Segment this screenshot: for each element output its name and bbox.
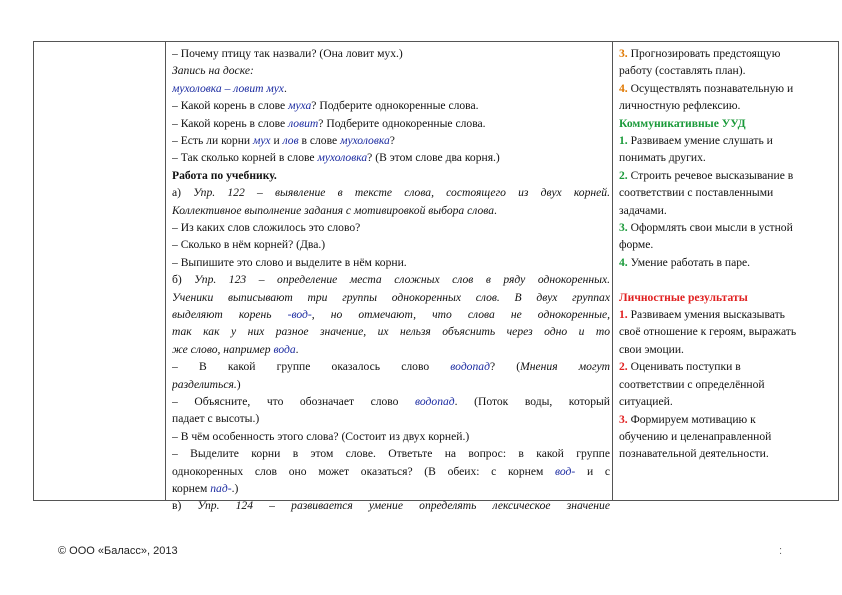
text-run: мух (253, 134, 271, 148)
text-run: , но отмечают, что слова не однокоренные, (311, 308, 610, 322)
learning-outcomes-column (619, 45, 833, 463)
text-run: ) (236, 377, 241, 391)
column-divider (612, 42, 613, 500)
text-line (619, 393, 833, 410)
text-run: своё отношение к героям, выражать (619, 325, 797, 339)
text-line (172, 45, 610, 62)
text-run: Запись на доске: (172, 64, 254, 78)
text-line (172, 341, 610, 358)
text-line (172, 97, 610, 114)
text-line (619, 80, 833, 97)
text-line (172, 428, 610, 445)
text-run: 2. (619, 168, 628, 182)
text-run: 1. (619, 134, 628, 148)
text-run: водопад (415, 395, 455, 409)
text-run: свои эмоции. (619, 342, 684, 356)
copyright-footer: © ООО «Баласс», 2013 (58, 545, 178, 557)
text-run: . (283, 81, 287, 95)
text-line (172, 480, 610, 497)
text-run: Умение работать в паре. (627, 255, 751, 269)
text-run: ? (389, 134, 395, 148)
text-run: Упр. 122 – выявление в тексте слова, состоящего из двух корней. (193, 186, 610, 200)
text-run: личностную рефлексию. (619, 99, 741, 113)
text-run: Строить речевое высказывание в (627, 168, 794, 182)
text-run: лов (282, 134, 299, 148)
page-mark: : (779, 545, 783, 557)
text-line (172, 445, 610, 462)
text-run: – Есть ли корни (172, 134, 254, 148)
text-line (619, 167, 833, 184)
text-run: Оценивать поступки в (627, 360, 741, 374)
text-run: – В чём особенность этого слова? (Состоит из двух корней.) (172, 429, 470, 443)
text-line (172, 62, 610, 79)
text-line (172, 376, 610, 393)
text-line (619, 289, 833, 306)
text-run: . (Поток воды, который (454, 395, 610, 409)
text-line (172, 132, 610, 149)
text-line (619, 428, 833, 445)
text-run: 1. (619, 308, 628, 322)
text-run: Развиваем умение слушать и (627, 134, 773, 148)
text-line (172, 463, 610, 480)
text-run: 3. (619, 221, 628, 235)
text-line (172, 358, 610, 375)
text-run: . (295, 342, 299, 356)
text-run: и (270, 134, 283, 148)
text-run: в) (172, 499, 198, 513)
text-line (172, 393, 610, 410)
text-run: разделиться. (172, 377, 237, 391)
text-run: мухоловка (340, 134, 390, 148)
text-run: – В какой группе оказалось слово (172, 360, 451, 374)
text-run: Ученики выписывают три группы однокоренных слов. В двух группах (172, 290, 610, 304)
text-run: ловит (288, 116, 319, 130)
text-run: а) (172, 186, 194, 200)
text-line (172, 115, 610, 132)
text-run: – Какой корень в слове (172, 99, 289, 113)
text-run: ? ( (489, 360, 521, 374)
text-run: в слове (298, 134, 341, 148)
text-run: выделяют корень (172, 308, 288, 322)
text-run: ? Подберите однокоренные слова. (318, 116, 486, 130)
text-line (172, 323, 610, 340)
text-run: форме. (619, 238, 654, 252)
text-line (172, 410, 610, 427)
text-line (172, 289, 610, 306)
text-run: Личностные результаты (619, 290, 748, 304)
text-line (619, 341, 833, 358)
text-line (619, 323, 833, 340)
text-run: пад- (210, 482, 232, 496)
text-run: так как у них разное значение, их нельзя объяснить через одно и то (172, 325, 610, 339)
column-divider (165, 42, 166, 500)
text-line (619, 254, 833, 271)
text-run: 3. (619, 412, 628, 426)
text-line (619, 219, 833, 236)
text-line (172, 236, 610, 253)
text-run: Развиваем умения высказывать (627, 308, 785, 322)
text-run: ? Подберите однокоренные слова. (311, 99, 479, 113)
text-line (172, 80, 610, 97)
text-run: ? (В этом слове два корня.) (367, 151, 500, 165)
text-run: ситуацией. (619, 395, 673, 409)
text-line (172, 254, 610, 271)
text-run: однокоренных слов оно может оказаться? (В обеих: с корнем (172, 464, 556, 478)
text-line (172, 497, 610, 514)
text-run: .) (231, 482, 239, 496)
text-line (619, 358, 833, 375)
text-line (172, 184, 610, 201)
text-run: познавательной деятельности. (619, 447, 769, 461)
text-line (619, 45, 833, 62)
text-line (172, 306, 610, 323)
text-line (172, 167, 610, 184)
text-run: задачами. (619, 203, 667, 217)
text-run: Оформлять свои мысли в устной (627, 221, 793, 235)
text-run: – Выпишите это слово и выделите в нём корни. (172, 255, 407, 269)
text-run: вод- (555, 464, 576, 478)
text-line (172, 271, 610, 288)
text-line (619, 445, 833, 462)
text-line (619, 97, 833, 114)
text-line (172, 202, 610, 219)
text-run: б) (172, 273, 195, 287)
text-line (619, 149, 833, 166)
text-run: – Почему птицу так назвали? (Она ловит мух.) (172, 47, 403, 60)
text-line (619, 411, 833, 428)
text-run: Упр. 124 – развивается умение определять лексическое значение (197, 499, 610, 513)
text-line (619, 115, 833, 132)
text-run: обучению и целенаправленной (619, 429, 772, 443)
text-line (619, 271, 833, 288)
text-run: -вод- (287, 308, 312, 322)
text-run: вода (273, 342, 296, 356)
text-run: мухоловка (317, 151, 368, 165)
text-run: корнем (172, 482, 211, 496)
text-run: и с (575, 464, 610, 478)
text-line (619, 62, 833, 79)
text-line (619, 132, 833, 149)
text-run: соответствии с поставленными (619, 186, 774, 200)
text-run: – Из каких слов сложилось это слово? (172, 221, 361, 235)
text-run: 2. (619, 360, 628, 374)
text-line (619, 184, 833, 201)
lesson-table (33, 41, 839, 513)
text-run: 4. (619, 255, 628, 269)
text-line (172, 149, 610, 166)
text-line (619, 202, 833, 219)
text-run: водопад (450, 360, 490, 374)
text-run: 3. (619, 47, 628, 60)
text-run: Формируем мотивацию к (627, 412, 756, 426)
text-line (172, 219, 610, 236)
text-run: . (494, 203, 497, 217)
text-line (619, 376, 833, 393)
text-run: муха (288, 99, 312, 113)
text-run: – Какой корень в слове (172, 116, 289, 130)
text-run: Коллективное выполнение задания с мотивировкой выбора слова (172, 203, 495, 217)
text-run: падает с высоты.) (172, 412, 260, 426)
text-run: Работа по учебнику. (172, 168, 277, 182)
text-run: 4. (619, 81, 628, 95)
lesson-content-column (172, 45, 610, 515)
text-run: Мнения могут (520, 360, 610, 374)
text-run: работу (составлять план). (619, 64, 746, 78)
text-line (619, 306, 833, 323)
text-run: соответствии с определённой (619, 377, 765, 391)
text-run: – Выделите корни в этом слове. Ответьте на вопрос: в какой группе (172, 447, 610, 461)
text-run: – Объясните, что обозначает слово (172, 395, 416, 409)
text-run: – Так сколько корней в слове (172, 151, 318, 165)
text-run: понимать других. (619, 151, 706, 165)
text-run: Осуществлять познавательную и (627, 81, 794, 95)
text-run: Коммуникативные УУД (619, 116, 746, 130)
text-run: – Сколько в нём корней? (Два.) (172, 238, 326, 252)
text-run: Упр. 123 – определение места сложных слов в ряду однокоренных. (194, 273, 610, 287)
text-run: Прогнозировать предстоящую (627, 47, 781, 60)
text-line (619, 236, 833, 253)
text-run: мухоловка – ловит мух (172, 81, 284, 95)
text-run: же слово, например (172, 342, 274, 356)
